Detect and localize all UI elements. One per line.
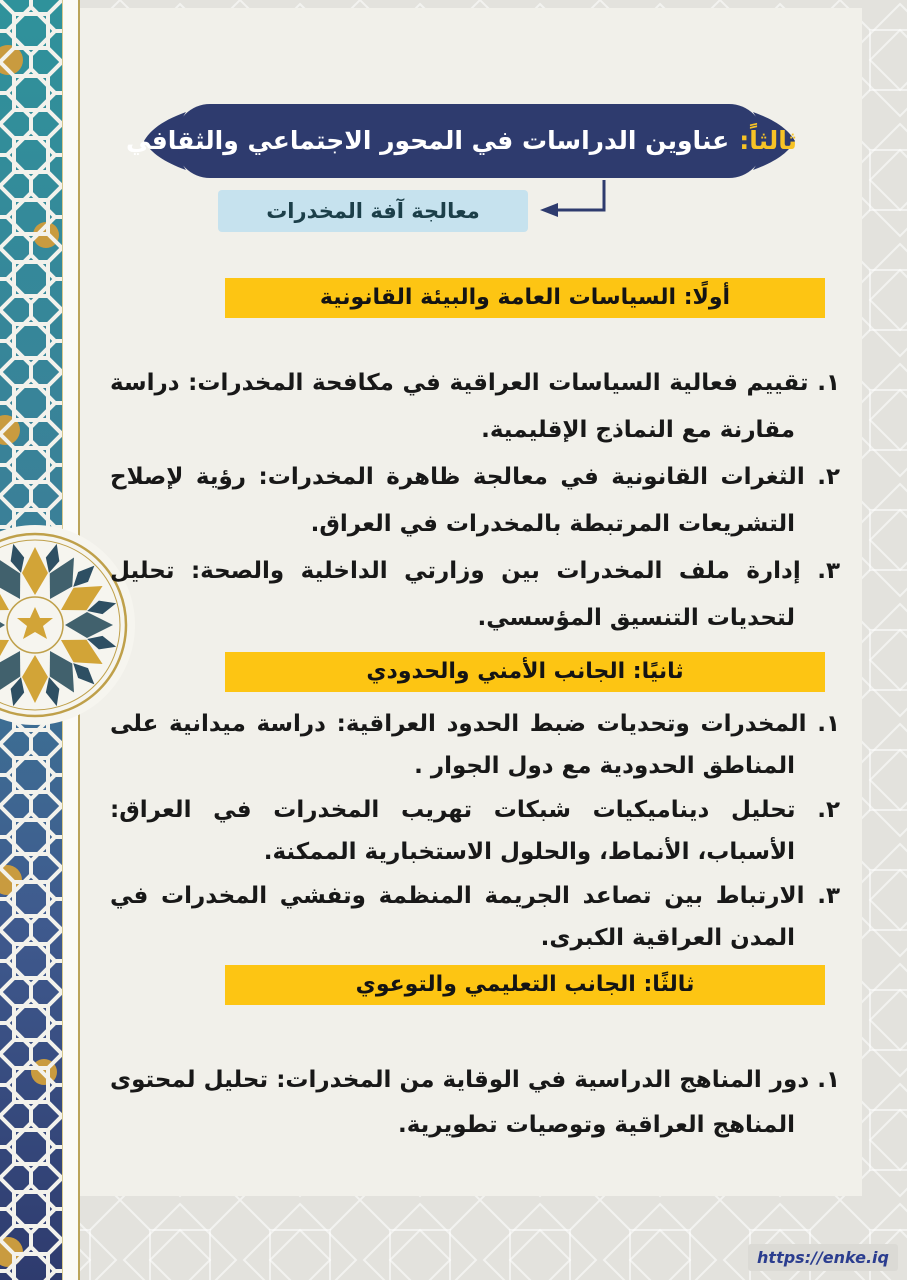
study-item: ١. المخدرات وتحديات ضبط الحدود العراقية: دراسة ميدانية على المناطق الحدودية مع دول الجوار . bbox=[110, 711, 840, 779]
subtitle-box: معالجة آفة المخدرات bbox=[218, 190, 528, 232]
banner-title-label: عناوين الدراسات في المحور الاجتماعي والثقافي bbox=[126, 126, 730, 155]
title-banner bbox=[126, 104, 797, 178]
study-list-3 bbox=[110, 1058, 840, 1148]
connector-arrow-icon bbox=[538, 178, 618, 222]
footer-url-link[interactable]: https://enke.iq bbox=[748, 1244, 898, 1271]
banner-title bbox=[126, 104, 797, 178]
section-heading-3: ثالثًا: الجانب التعليمي والتوعوي bbox=[225, 965, 825, 1005]
study-item: ٣. الارتباط بين تصاعد الجريمة المنظمة وتفشي المخدرات في المدن العراقية الكبرى. bbox=[110, 883, 840, 951]
study-item: ٣. إدارة ملف المخدرات بين وزارتي الداخلية والصحة: تحليل لتحديات التنسيق المؤسسي. bbox=[110, 558, 840, 631]
study-item: ٢. الثغرات القانونية في معالجة ظاهرة المخدرات: رؤية لإصلاح التشريعات المرتبطة بالمخدرات في العراق. bbox=[110, 464, 840, 537]
study-item: ٢. تحليل ديناميكيات شبكات تهريب المخدرات في العراق: الأسباب، الأنماط، والحلول الاستخبارية الممكنة. bbox=[110, 797, 840, 865]
study-list-1 bbox=[110, 360, 840, 642]
study-list-2 bbox=[110, 703, 840, 961]
banner-prefix-label: ثالثاً: bbox=[739, 126, 797, 155]
study-item: ١. دور المناهج الدراسية في الوقاية من المخدرات: تحليل لمحتوى المناهج العراقية وتوصيات تطويرية. bbox=[110, 1067, 840, 1138]
section-heading-1: أولًا: السياسات العامة والبيئة القانونية bbox=[225, 278, 825, 318]
study-item: ١. تقييم فعالية السياسات العراقية في مكافحة المخدرات: دراسة مقارنة مع النماذج الإقليمية. bbox=[110, 370, 840, 443]
section-heading-2: ثانيًا: الجانب الأمني والحدودي bbox=[225, 652, 825, 692]
